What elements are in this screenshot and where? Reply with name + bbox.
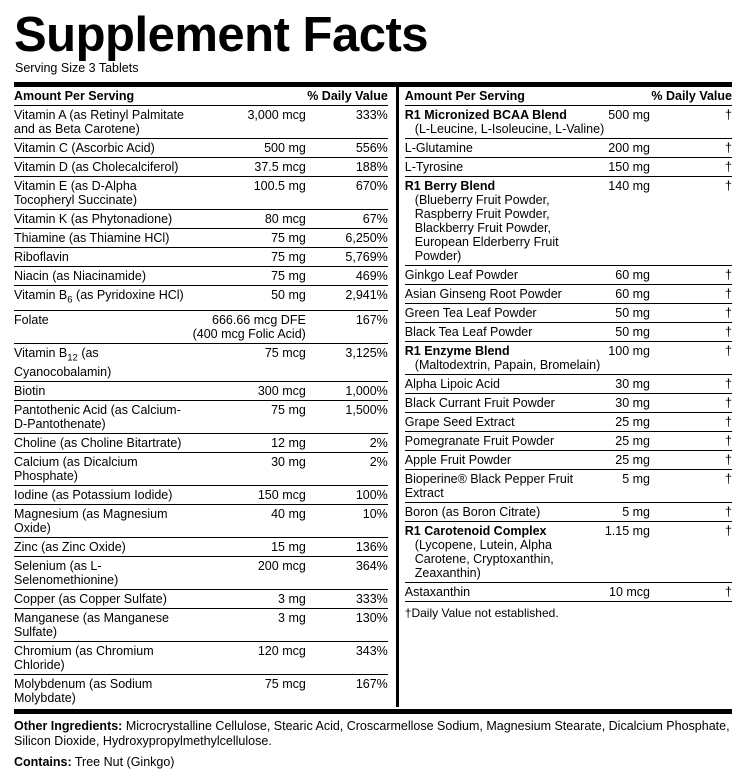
nutrient-amount: 12 mg [193,434,306,453]
daily-value-footnote: †Daily Value not established. [404,606,559,620]
nutrient-name: Bioperine® Black Pepper Fruit Extract [405,470,605,503]
other-ingredients-text: Microcrystalline Cellulose, Stearic Acid, Croscarmellose Sodium, Magnesium Stearate, Dicalcium Phosphate, Silicon Dioxide, Hydroxypropylmethylcellulose. [14,719,730,748]
table-row [405,158,732,177]
nutrient-amount: 500 mg [605,106,650,139]
nutrient-amount: 50 mg [605,304,650,323]
nutrient-amount: 3 mg [193,609,306,642]
contains-label: Contains: [14,755,72,769]
nutrient-name: R1 Enzyme Blend (Maltodextrin, Papain, Bromelain) [405,342,605,375]
nutrient-daily-value: 6,250% [306,229,388,248]
nutrient-daily-value: 5,769% [306,248,388,267]
nutrient-name: R1 Carotenoid Complex (Lycopene, Lutein, Alpha Carotene, Cryptoxanthin, Zeaxanthin) [405,522,605,583]
nutrient-name: Vitamin A (as Retinyl Palmitate and as Beta Carotene) [14,106,193,139]
nutrient-daily-value: 167% [355,677,388,691]
right-header-spacer [605,87,650,106]
nutrient-daily-value: 556% [306,139,388,158]
nutrient-amount: 300 mcg [193,382,306,401]
nutrient-name: Choline (as Choline Bitartrate) [14,434,193,453]
table-row [14,505,388,538]
nutrient-daily-value: 2% [306,434,388,453]
nutrient-name: Copper (as Copper Sulfate) [14,590,193,609]
left-header-dv-label: % Daily Value [306,87,388,106]
table-row [14,310,388,343]
nutrient-amount: 30 mg [193,453,306,486]
nutrient-amount: 150 mg [605,158,650,177]
bottom-divider [14,709,732,714]
nutrient-daily-value: † [650,451,732,470]
nutrient-amount: 200 mg [605,139,650,158]
table-row [405,375,732,394]
left-header-amount-label: Amount Per Serving [14,87,193,106]
nutrient-daily-value: 188% [306,158,388,177]
table-row [405,394,732,413]
nutrient-amount: 75 mcg [264,677,306,691]
left-header-spacer [193,87,306,106]
nutrient-name: Vitamin K (as Phytonadione) [14,210,193,229]
nutrient-name: Thiamine (as Thiamine HCl) [14,229,193,248]
nutrient-amount: 30 mg [605,394,650,413]
nutrient-sub-ingredients: (Blueberry Fruit Powder, Raspberry Fruit Powder, Blackberry Fruit Powder, European Elderberry Fruit Powder) [414,193,559,263]
nutrient-daily-value: 130% [306,609,388,642]
nutrient-sub-ingredients: (Lycopene, Lutein, Alpha Carotene, Cryptoxanthin, Zeaxanthin) [414,538,554,580]
nutrient-daily-value: † [725,585,732,599]
page-title: Supplement Facts [14,8,429,62]
nutrient-daily-value: 2,941% [306,286,388,311]
nutrient-amount: 666.66 mcg DFE (400 mcg Folic Acid) [193,310,306,343]
table-row [405,451,732,470]
nutrient-amount: 40 mg [193,505,306,538]
nutrient-daily-value: 670% [306,177,388,210]
nutrient-daily-value: † [650,177,732,266]
table-row [14,486,388,505]
nutrient-sub-ingredients: (L-Leucine, L-Isoleucine, L-Valine) [414,122,605,136]
nutrient-name: Pantothenic Acid (as Calcium-D-Pantothenate) [14,401,193,434]
table-row [14,229,388,248]
nutrient-daily-value: † [650,375,732,394]
nutrient-name: Magnesium (as Magnesium Oxide) [14,505,193,538]
nutrient-daily-value: 100% [306,486,388,505]
right-table-header [405,87,732,106]
nutrient-name: Vitamin D (as Cholecalciferol) [14,158,193,177]
contains-text: Tree Nut (Ginkgo) [74,755,175,769]
nutrient-amount: 30 mg [605,375,650,394]
table-row [14,248,388,267]
left-nutrient-table [14,87,388,707]
table-row [14,158,388,177]
nutrient-amount: 75 mg [193,401,306,434]
nutrient-name: Selenium (as L-Selenomethionine) [14,557,193,590]
nutrient-daily-value: 67% [306,210,388,229]
nutrient-amount: 37.5 mcg [193,158,306,177]
table-row [405,522,732,583]
nutrient-daily-value: † [650,522,732,583]
nutrient-amount: 25 mg [605,413,650,432]
table-row [405,503,732,522]
nutrient-name: Niacin (as Niacinamide) [14,267,193,286]
nutrient-daily-value: 364% [306,557,388,590]
nutrient-name: R1 Micronized BCAA Blend (L-Leucine, L-Isoleucine, L-Valine) [405,106,605,139]
table-row [405,342,732,375]
column-divider [396,87,399,707]
nutrient-amount: 150 mcg [193,486,306,505]
nutrient-amount: 15 mg [193,538,306,557]
nutrient-daily-value: † [650,413,732,432]
table-row [14,675,388,708]
nutrient-amount: 75 mg [193,229,306,248]
nutrient-name: Manganese (as Manganese Sulfate) [14,609,193,642]
nutrient-name: Zinc (as Zinc Oxide) [14,538,193,557]
nutrient-name: R1 Berry Blend (Blueberry Fruit Powder, Raspberry Fruit Powder, Blackberry Fruit Powder, European Elderberry Fruit Powder) [405,177,605,266]
nutrient-name: Ginkgo Leaf Powder [405,266,605,285]
nutrient-amount: 25 mg [605,432,650,451]
nutrient-name: Green Tea Leaf Powder [405,304,605,323]
nutrient-name: Vitamin $B_6$ (as Pyridoxine HCl) [14,286,193,311]
nutrient-amount: 50 mg [193,286,306,311]
nutrient-daily-value: 1,500% [306,401,388,434]
nutrient-daily-value: † [650,342,732,375]
right-column [405,87,732,620]
table-row [14,453,388,486]
table-row [14,557,388,590]
nutrient-daily-value: 3,125% [306,343,388,382]
nutrient-amount: 5 mg [605,503,650,522]
table-row [405,583,732,602]
nutrient-name: Vitamin $B_{12}$ (as Cyanocobalamin) [14,343,193,382]
nutrient-daily-value: 333% [306,106,388,139]
nutrient-daily-value: † [650,470,732,503]
table-row [405,139,732,158]
nutrient-amount: 120 mcg [193,642,306,675]
nutrient-name: Folate [14,310,193,343]
table-row [405,470,732,503]
table-row [405,106,732,139]
nutrient-name: Apple Fruit Powder [405,451,605,470]
table-row [14,382,388,401]
table-row [14,177,388,210]
nutrient-name: Grape Seed Extract [405,413,605,432]
table-row [14,538,388,557]
table-row [405,413,732,432]
table-row [14,210,388,229]
nutrient-name: Astaxanthin [404,585,471,599]
table-row [14,609,388,642]
table-row [14,590,388,609]
nutrient-amount: 25 mg [605,451,650,470]
nutrient-amount: 80 mcg [193,210,306,229]
nutrient-name: Black Currant Fruit Powder [405,394,605,413]
nutrient-name: Molybdenum (as Sodium Molybdate) [14,677,153,705]
table-row [405,432,732,451]
table-row [14,642,388,675]
nutrient-daily-value: † [650,266,732,285]
table-row [14,286,388,311]
nutrient-name: Vitamin C (Ascorbic Acid) [14,139,193,158]
nutrient-amount: 200 mcg [193,557,306,590]
nutrient-name: Asian Ginseng Root Powder [405,285,605,304]
nutrient-daily-value: 2% [306,453,388,486]
nutrient-amount: 10 mcg [609,585,650,599]
nutrient-sub-ingredients: (Maltodextrin, Papain, Bromelain) [414,358,601,372]
nutrient-amount: 75 mg [193,267,306,286]
nutrient-name: Chromium (as Chromium Chloride) [14,642,193,675]
nutrient-daily-value: 343% [306,642,388,675]
nutrient-daily-value: 10% [306,505,388,538]
serving-size: Serving Size 3 Tablets [15,61,139,75]
table-row [14,106,388,139]
nutrient-daily-value: † [650,139,732,158]
table-row [405,177,732,266]
facts-columns [14,87,732,707]
nutrient-daily-value: 136% [306,538,388,557]
nutrient-daily-value: † [650,394,732,413]
nutrient-daily-value: 333% [306,590,388,609]
nutrient-daily-value: 167% [306,310,388,343]
left-table-header [14,87,388,106]
table-row [405,285,732,304]
table-row [14,139,388,158]
nutrient-amount: 50 mg [605,323,650,342]
nutrient-daily-value: † [650,158,732,177]
left-column [14,87,396,707]
nutrient-amount: 60 mg [605,285,650,304]
nutrient-daily-value: † [650,106,732,139]
other-ingredients-label: Other Ingredients: [14,719,123,733]
nutrient-daily-value: † [650,304,732,323]
nutrient-name: Black Tea Leaf Powder [405,323,605,342]
right-header-dv-label: % Daily Value [650,87,732,106]
nutrient-amount: 100.5 mg [193,177,306,210]
nutrient-daily-value: † [650,432,732,451]
nutrient-name: Boron (as Boron Citrate) [405,503,605,522]
nutrient-name: Riboflavin [14,248,193,267]
nutrient-name: L-Tyrosine [405,158,605,177]
nutrient-daily-value: † [650,503,732,522]
nutrient-name: Pomegranate Fruit Powder [405,432,605,451]
other-ingredients [14,719,732,749]
table-row [14,434,388,453]
nutrient-name: Iodine (as Potassium Iodide) [14,486,193,505]
nutrient-name: Alpha Lipoic Acid [405,375,605,394]
contains-statement [14,755,732,770]
table-row [405,304,732,323]
nutrient-amount: 3,000 mcg [193,106,306,139]
nutrient-amount: 3 mg [193,590,306,609]
table-row [14,343,388,382]
nutrient-daily-value: 1,000% [306,382,388,401]
nutrient-daily-value: 469% [306,267,388,286]
nutrient-name: L-Glutamine [405,139,605,158]
nutrient-name: Vitamin E (as D-Alpha Tocopheryl Succinate) [14,177,193,210]
table-row [14,267,388,286]
nutrient-amount: 75 mcg [193,343,306,382]
nutrient-daily-value: † [650,323,732,342]
nutrient-amount: 5 mg [605,470,650,503]
nutrient-name: Biotin [14,382,193,401]
nutrient-amount: 1.15 mg [605,522,650,583]
nutrient-amount: 140 mg [605,177,650,266]
right-nutrient-table [405,87,732,601]
nutrient-amount: 75 mg [193,248,306,267]
right-header-amount-label: Amount Per Serving [405,87,605,106]
table-row [14,401,388,434]
table-row [405,266,732,285]
nutrient-amount: 100 mg [605,342,650,375]
nutrient-daily-value: † [650,285,732,304]
nutrient-amount: 500 mg [193,139,306,158]
nutrient-name: Calcium (as Dicalcium Phosphate) [14,453,193,486]
table-row [405,323,732,342]
nutrient-amount: 60 mg [605,266,650,285]
